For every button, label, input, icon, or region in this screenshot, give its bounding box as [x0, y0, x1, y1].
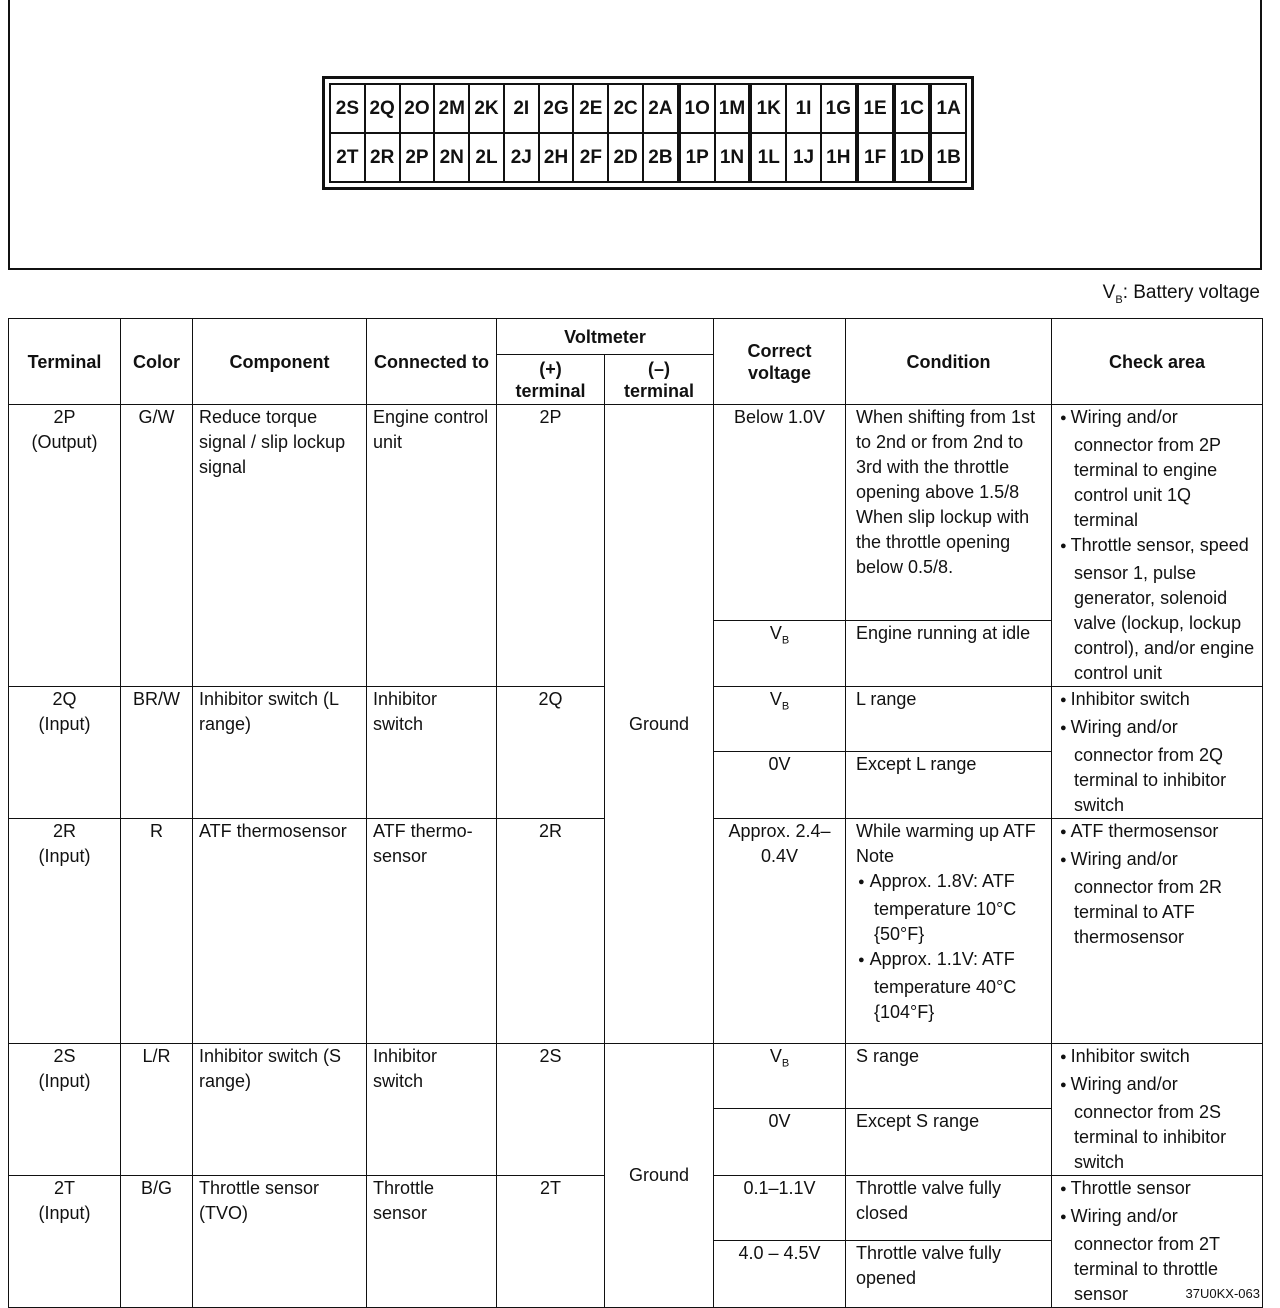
connector-pin: 1E: [855, 85, 892, 132]
plus-terminal-cell: 2S: [497, 1044, 605, 1176]
check-item: ● Wiring and/or connector from 2P terminal to engine control unit 1Q terminal: [1058, 405, 1256, 533]
connector-row-bottom: [331, 132, 965, 181]
check-item: ● Wiring and/or connector from 2S terminal to inhibitor switch: [1058, 1072, 1256, 1175]
check-item: ● Wiring and/or connector from 2Q terminal to inhibitor switch: [1058, 715, 1256, 818]
connector-pin: 2P: [399, 134, 434, 181]
header-voltmeter: Voltmeter: [497, 319, 714, 355]
connector-pin: 2K: [468, 85, 503, 132]
connector-pin: 2C: [607, 85, 642, 132]
header-terminal: Terminal: [9, 319, 121, 405]
connector-pin: 2N: [433, 134, 468, 181]
table-row-2s: [9, 1044, 1263, 1109]
header-color: Color: [121, 319, 193, 405]
component-cell: Throttle sensor (TVO): [193, 1176, 367, 1308]
terminal-cell: 2R (Input): [9, 819, 121, 1044]
connector-pin: 2L: [468, 134, 503, 181]
connector-pin: 2D: [607, 134, 642, 181]
plus-terminal-cell: 2R: [497, 819, 605, 1044]
connector-pin: 2T: [336, 146, 359, 168]
connected-cell: Throttle sensor: [367, 1176, 497, 1308]
terminal-cell: 2S (Input): [9, 1044, 121, 1176]
connector-pin: 2Q: [364, 85, 399, 132]
voltage-cell: 4.0 – 4.5V: [714, 1240, 846, 1307]
connector-pin: 1H: [820, 134, 855, 181]
connector-pin: 1I: [785, 85, 820, 132]
connector-pin: 2O: [399, 85, 434, 132]
connector-pin: 1B: [928, 134, 965, 181]
connector-pin: 2B: [642, 134, 677, 181]
connector-pin: 1F: [855, 134, 892, 181]
connector-pin: 1D: [892, 134, 929, 181]
component-cell: Reduce torque signal / slip lockup signal: [193, 405, 367, 687]
check-item: ● Inhibitor switch: [1058, 687, 1256, 715]
connector-pin: 2R: [364, 134, 399, 181]
check-item: ● Throttle sensor: [1058, 1176, 1256, 1204]
connector-pin: 2H: [538, 134, 573, 181]
connector-pin: 2F: [572, 134, 607, 181]
connected-cell: Inhibitor switch: [367, 687, 497, 819]
figure-code: 37U0KX-063: [1185, 1286, 1260, 1301]
header-plus-terminal: (+) terminal: [497, 355, 605, 405]
header-minus-terminal: (–) terminal: [605, 355, 714, 405]
connector-pin: 1P: [677, 134, 714, 181]
terminal-cell: 2Q (Input): [9, 687, 121, 819]
connector-pin: 2S: [335, 97, 360, 119]
connector-pin: 2J: [503, 134, 538, 181]
color-cell: R: [121, 819, 193, 1044]
terminal-spec-table: [8, 318, 1263, 1308]
voltage-cell: 0V: [714, 751, 846, 818]
battery-voltage-legend: $V_B$: Battery voltage: [1102, 282, 1260, 306]
connector-pin: 1O: [677, 85, 714, 132]
component-cell: ATF thermosensor: [193, 819, 367, 1044]
header-condition: Condition: [846, 319, 1052, 405]
connector-pin: 1A: [928, 85, 965, 132]
check-area-cell: [1052, 1044, 1263, 1176]
connector-pin: 2I: [503, 85, 538, 132]
header-connected-to: Connected to: [367, 319, 497, 405]
condition-cell: Throttle valve fully closed: [846, 1176, 1052, 1241]
component-cell: Inhibitor switch (S range): [193, 1044, 367, 1176]
voltage-cell: Approx. 2.4–0.4V: [714, 819, 846, 1044]
connector-pin: 2A: [642, 85, 677, 132]
plus-terminal-cell: 2Q: [497, 687, 605, 819]
connector-pin: 1J: [785, 134, 820, 181]
color-cell: BR/W: [121, 687, 193, 819]
connector-pin: 1G: [820, 85, 855, 132]
connected-cell: ATF thermo-sensor: [367, 819, 497, 1044]
check-area-cell: [1052, 405, 1263, 687]
connected-cell: Inhibitor switch: [367, 1044, 497, 1176]
note-item: ● Approx. 1.8V: ATF temperature 10°C {50°F}: [856, 869, 1045, 947]
color-cell: B/G: [121, 1176, 193, 1308]
terminal-cell: 2T (Input): [9, 1176, 121, 1308]
color-cell: L/R: [121, 1044, 193, 1176]
condition-cell: Except L range: [846, 751, 1052, 818]
voltage-cell: $V_B$: [714, 621, 846, 687]
check-item: ● ATF thermosensor: [1058, 819, 1256, 847]
connector-outline: [322, 76, 974, 190]
condition-cell: S range: [846, 1044, 1052, 1109]
connector-pin: 1C: [892, 85, 929, 132]
check-item: ● Wiring and/or connector from 2T terminal to throttle sensor: [1058, 1204, 1256, 1307]
minus-terminal-ground: Ground: [605, 405, 714, 1044]
component-cell: Inhibitor switch (L range): [193, 687, 367, 819]
connector-body: [329, 83, 967, 183]
condition-cell: L range: [846, 687, 1052, 752]
connected-cell: Engine control unit: [367, 405, 497, 687]
voltage-cell: 0V: [714, 1108, 846, 1175]
condition-cell: While warming up ATF Note ● Approx. 1.8V: ATF temperature 10°C {50°F} ● Approx. 1.1V: ATF temperature 40°C {104°F}: [846, 819, 1052, 1044]
voltage-cell: $V_B$: [714, 687, 846, 752]
condition-cell: When shifting from 1st to 2nd or from 2nd to 3rd with the throttle opening above 1.5/8 When slip lockup with the throttle opening below 0.5/8.: [846, 405, 1052, 621]
connector-row-top: [331, 85, 965, 132]
check-item: ● Inhibitor switch: [1058, 1044, 1256, 1072]
check-area-cell: [1052, 687, 1263, 819]
connector-pin: 2M: [433, 85, 468, 132]
voltage-cell: Below 1.0V: [714, 405, 846, 621]
condition-cell: Except S range: [846, 1108, 1052, 1175]
plus-terminal-cell: 2P: [497, 405, 605, 687]
voltage-cell: 0.1–1.1V: [714, 1176, 846, 1241]
connector-pin: 1K: [748, 85, 785, 132]
connector-pin: 2E: [572, 85, 607, 132]
color-cell: G/W: [121, 405, 193, 687]
plus-terminal-cell: 2T: [497, 1176, 605, 1308]
header-check-area: Check area: [1052, 319, 1263, 405]
check-item: ● Wiring and/or connector from 2R terminal to ATF thermosensor: [1058, 847, 1256, 950]
connector-pin: 1L: [748, 134, 785, 181]
terminal-cell: 2P (Output): [9, 405, 121, 687]
check-area-cell: [1052, 819, 1263, 1044]
header-component: Component: [193, 319, 367, 405]
condition-cell: Engine running at idle: [846, 621, 1052, 687]
connector-pin: 2G: [538, 85, 573, 132]
check-item: ● Throttle sensor, speed sensor 1, pulse generator, solenoid valve (lockup, lockup control), and/or engine control unit: [1058, 533, 1256, 686]
condition-cell: Throttle valve fully opened: [846, 1240, 1052, 1307]
table-row-2p: [9, 405, 1263, 621]
note-item: ● Approx. 1.1V: ATF temperature 40°C {104°F}: [856, 947, 1045, 1025]
header-correct-voltage: Correct voltage: [714, 319, 846, 405]
connector-pin: 1N: [714, 134, 749, 181]
minus-terminal-ground: Ground: [605, 1044, 714, 1308]
connector-figure: [8, 0, 1262, 270]
voltage-cell: $V_B$: [714, 1044, 846, 1109]
connector-pin: 1M: [714, 85, 749, 132]
